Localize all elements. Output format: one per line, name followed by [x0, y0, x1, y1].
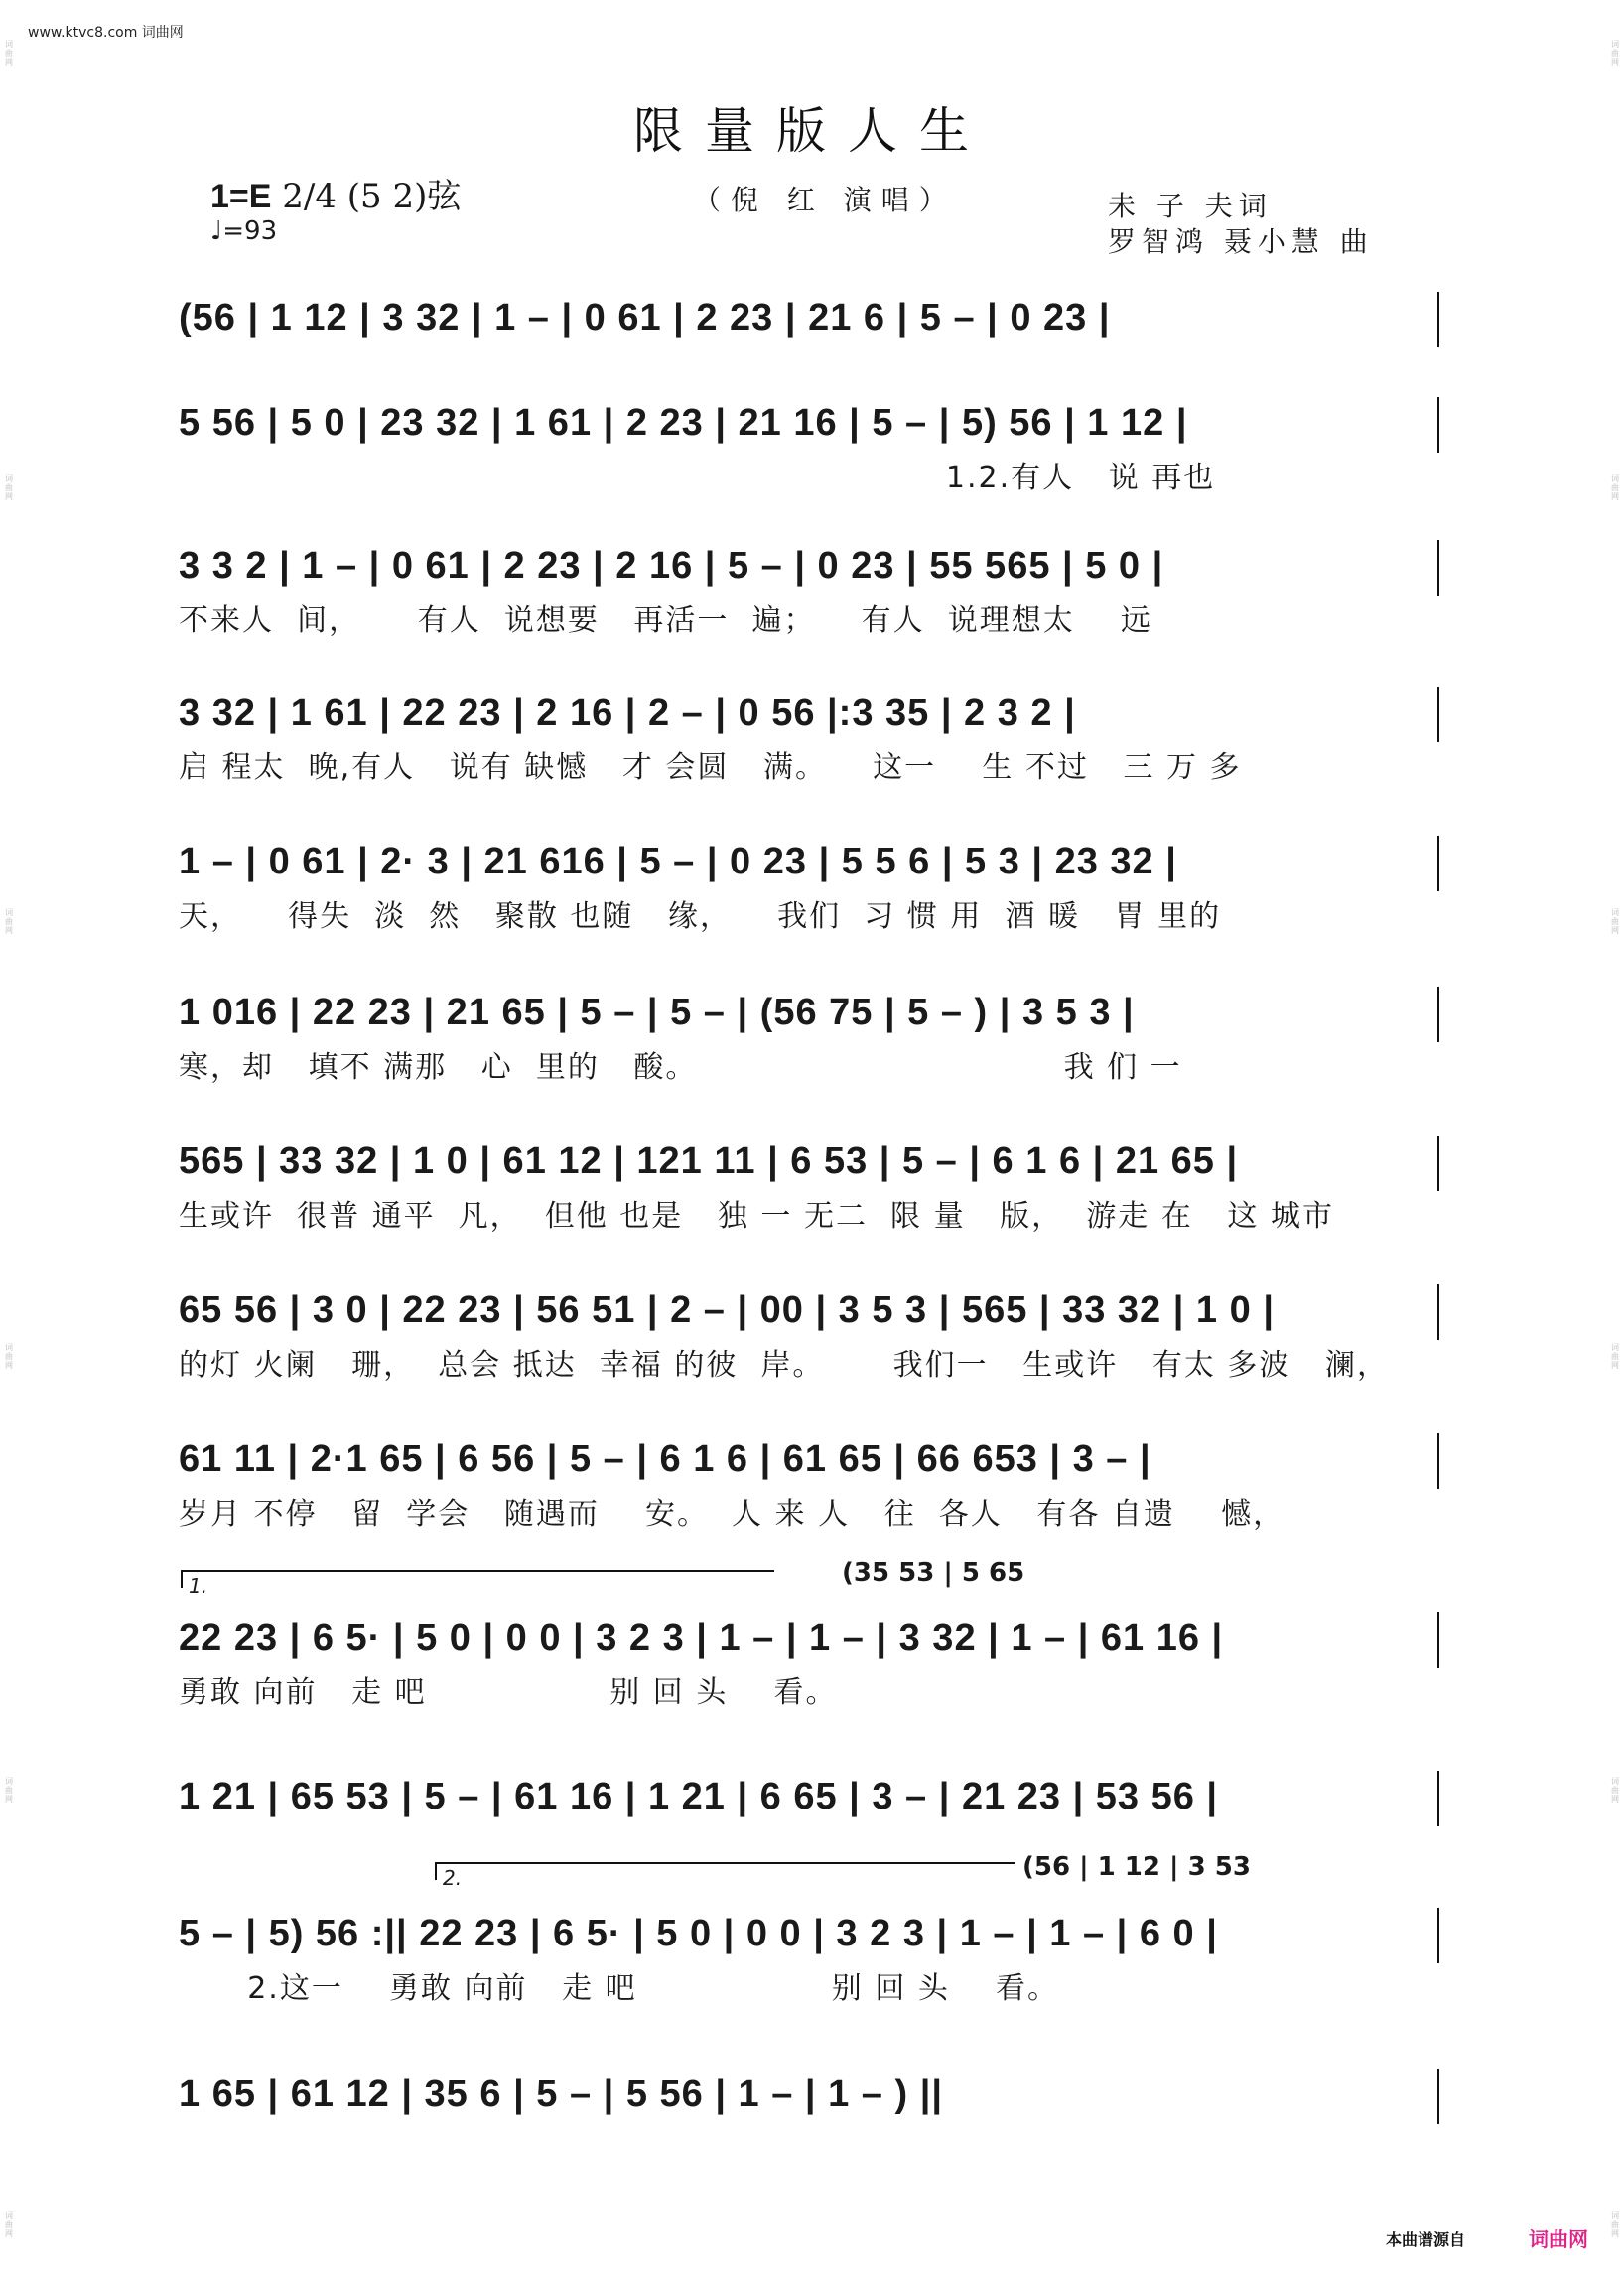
- strip-mark: 词曲网: [1611, 473, 1619, 501]
- lyrics-row: 勇敢 向前 走 吧 别 回 头 看。: [179, 1675, 838, 1710]
- end-barline: [1437, 1433, 1439, 1489]
- notes-row: 61 11 | 2·1 65 | 6 56 | 5 – | 6 1 6 | 61 65 | 66 653 | 3 – |: [179, 1438, 1151, 1480]
- strip-mark: 词曲网: [5, 2211, 13, 2238]
- notes-row: 65 56 | 3 0 | 22 23 | 56 51 | 2 – | 00 | 3 5 3 | 565 | 33 32 | 1 0 |: [179, 1289, 1275, 1331]
- time-signature: 2/4: [282, 177, 337, 216]
- notes-row: 565 | 33 32 | 1 0 | 61 12 | 121 11 | 6 53 | 5 – | 6 1 6 | 21 65 |: [179, 1140, 1239, 1182]
- singer-credit: （倪 红 演唱）: [693, 184, 957, 216]
- tempo-mark: ♩=93: [210, 216, 278, 246]
- strip-mark: 词曲网: [5, 1342, 13, 1370]
- lyrics-row: 2.这一 勇敢 向前 走 吧 别 回 头 看。: [179, 1971, 1059, 2006]
- key-signature: [210, 169, 461, 217]
- score-line: [179, 832, 1439, 941]
- end-barline: [1437, 836, 1439, 891]
- score-line: [179, 2065, 1439, 2174]
- composer-credit: 罗智鸿 聂小慧 曲: [1108, 225, 1374, 258]
- footer-brand-link[interactable]: 词曲网: [1529, 2227, 1588, 2251]
- score-line: [179, 1132, 1439, 1241]
- strip-mark: 词曲网: [5, 1777, 13, 1805]
- score-line: [179, 983, 1439, 1092]
- end-barline: [1437, 1908, 1439, 1963]
- footer-source-label: 本曲谱源自: [1386, 2230, 1466, 2249]
- end-barline: [1437, 1612, 1439, 1668]
- end-barline: [1437, 2069, 1439, 2124]
- end-barline: [1437, 687, 1439, 742]
- notes-row: 22 23 | 6 5· | 5 0 | 0 0 | 3 2 3 | 1 – | 1 – | 3 32 | 1 – | 61 16 |: [179, 1617, 1224, 1659]
- lyrics-row: 1.2.有人 说 再也: [179, 461, 1216, 495]
- site-url[interactable]: www.ktvc8.com 词曲网: [28, 25, 184, 41]
- score-line: [179, 1280, 1439, 1390]
- strip-mark: 词曲网: [5, 473, 13, 501]
- credits-block: [1108, 189, 1374, 260]
- lyrics-row: 寒，却 填不 满那 心 里的 酸。 我 们 一: [179, 1050, 1182, 1085]
- first-ending-bracket: [181, 1570, 774, 1588]
- notes-row: 1 – | 0 61 | 2· 3 | 21 616 | 5 – | 0 23 | 5 5 6 | 5 3 | 23 32 |: [179, 841, 1177, 882]
- strip-mark: 词曲网: [5, 40, 13, 67]
- strip-mark: 词曲网: [1611, 1777, 1619, 1805]
- left-watermark-strip: [2, 40, 16, 2238]
- end-barline: [1437, 540, 1439, 596]
- ossia-2: (56 | 1 12 | 3 53: [1022, 1852, 1251, 1882]
- lyrics-row: 启 程太 晚,有人 说有 缺憾 才 会圆 满。 这一 生 不过 三 万 多: [179, 750, 1242, 785]
- notes-row: 1 016 | 22 23 | 21 65 | 5 – | 5 – | (56 75 | 5 – ) | 3 5 3 |: [179, 992, 1135, 1033]
- lyrics-row: 岁月 不停 留 学会 随遇而 安。 人 来 人 往 各人 有各 自遗 憾，: [179, 1497, 1286, 1532]
- score-line: [179, 1608, 1439, 1717]
- notes-row: 1 21 | 65 53 | 5 – | 61 16 | 1 21 | 6 65 | 3 – | 21 23 | 53 56 |: [179, 1776, 1219, 1817]
- strip-mark: 词曲网: [1611, 40, 1619, 67]
- song-title: 限量版人生: [633, 102, 991, 160]
- notes-row: 3 32 | 1 61 | 22 23 | 2 16 | 2 – | 0 56 |:3 35 | 2 3 2 |: [179, 692, 1076, 734]
- ossia-1: (35 53 | 5 65: [842, 1558, 1025, 1588]
- lyrics-row: 生或许 很普 通平 凡， 但他 也是 独 一 无二 限 量 版， 游走 在 这 城市: [179, 1199, 1334, 1234]
- tuning-text: (5 2)弦: [346, 177, 462, 216]
- second-ending-label: 2.: [443, 1866, 463, 1890]
- end-barline: [1437, 1284, 1439, 1340]
- notes-row: 5 – | 5) 56 :|| 22 23 | 6 5· | 5 0 | 0 0 | 3 2 3 | 1 – | 1 – | 6 0 |: [179, 1913, 1218, 1954]
- strip-mark: 词曲网: [1611, 1342, 1619, 1370]
- notes-row: 5 56 | 5 0 | 23 32 | 1 61 | 2 23 | 21 16 | 5 – | 5) 56 | 1 12 |: [179, 402, 1188, 444]
- right-watermark-strip: [1608, 40, 1622, 2238]
- second-ending-bracket: [435, 1862, 1015, 1880]
- notes-row: (56 | 1 12 | 3 32 | 1 – | 0 61 | 2 23 | 21 6 | 5 – | 0 23 |: [179, 297, 1111, 338]
- lyrics-row: 天， 得失 淡 然 聚散 也随 缘， 我们 习 惯 用 酒 暖 胃 里的: [179, 899, 1222, 934]
- end-barline: [1437, 397, 1439, 453]
- end-barline: [1437, 1771, 1439, 1826]
- strip-mark: 词曲网: [5, 908, 13, 936]
- notes-row: 1 65 | 61 12 | 35 6 | 5 – | 5 56 | 1 – | 1 – ) ||: [179, 2074, 943, 2115]
- lyricist-credit: 未 子 夫词: [1108, 190, 1273, 222]
- lyrics-row: 不来人 间， 有人 说想要 再活一 遍； 有人 说理想太 远: [179, 603, 1152, 638]
- lyrics-row: 的灯 火阑 珊， 总会 抵达 幸福 的彼 岸。 我们一 生或许 有太 多波 澜，: [179, 1348, 1390, 1383]
- score-line: [179, 1904, 1439, 2013]
- score-line: [179, 683, 1439, 792]
- end-barline: [1437, 987, 1439, 1042]
- strip-mark: 词曲网: [1611, 908, 1619, 936]
- key-text: 1=E: [210, 178, 272, 215]
- strip-mark: 词曲网: [1611, 2211, 1619, 2238]
- notes-row: 3 3 2 | 1 – | 0 61 | 2 23 | 2 16 | 5 – | 0 23 | 55 565 | 5 0 |: [179, 545, 1164, 587]
- score-line: [179, 288, 1439, 397]
- end-barline: [1437, 1136, 1439, 1191]
- end-barline: [1437, 292, 1439, 347]
- score-line: [179, 1429, 1439, 1539]
- score-line: [179, 393, 1439, 502]
- first-ending-label: 1.: [189, 1574, 208, 1598]
- score-line: [179, 536, 1439, 645]
